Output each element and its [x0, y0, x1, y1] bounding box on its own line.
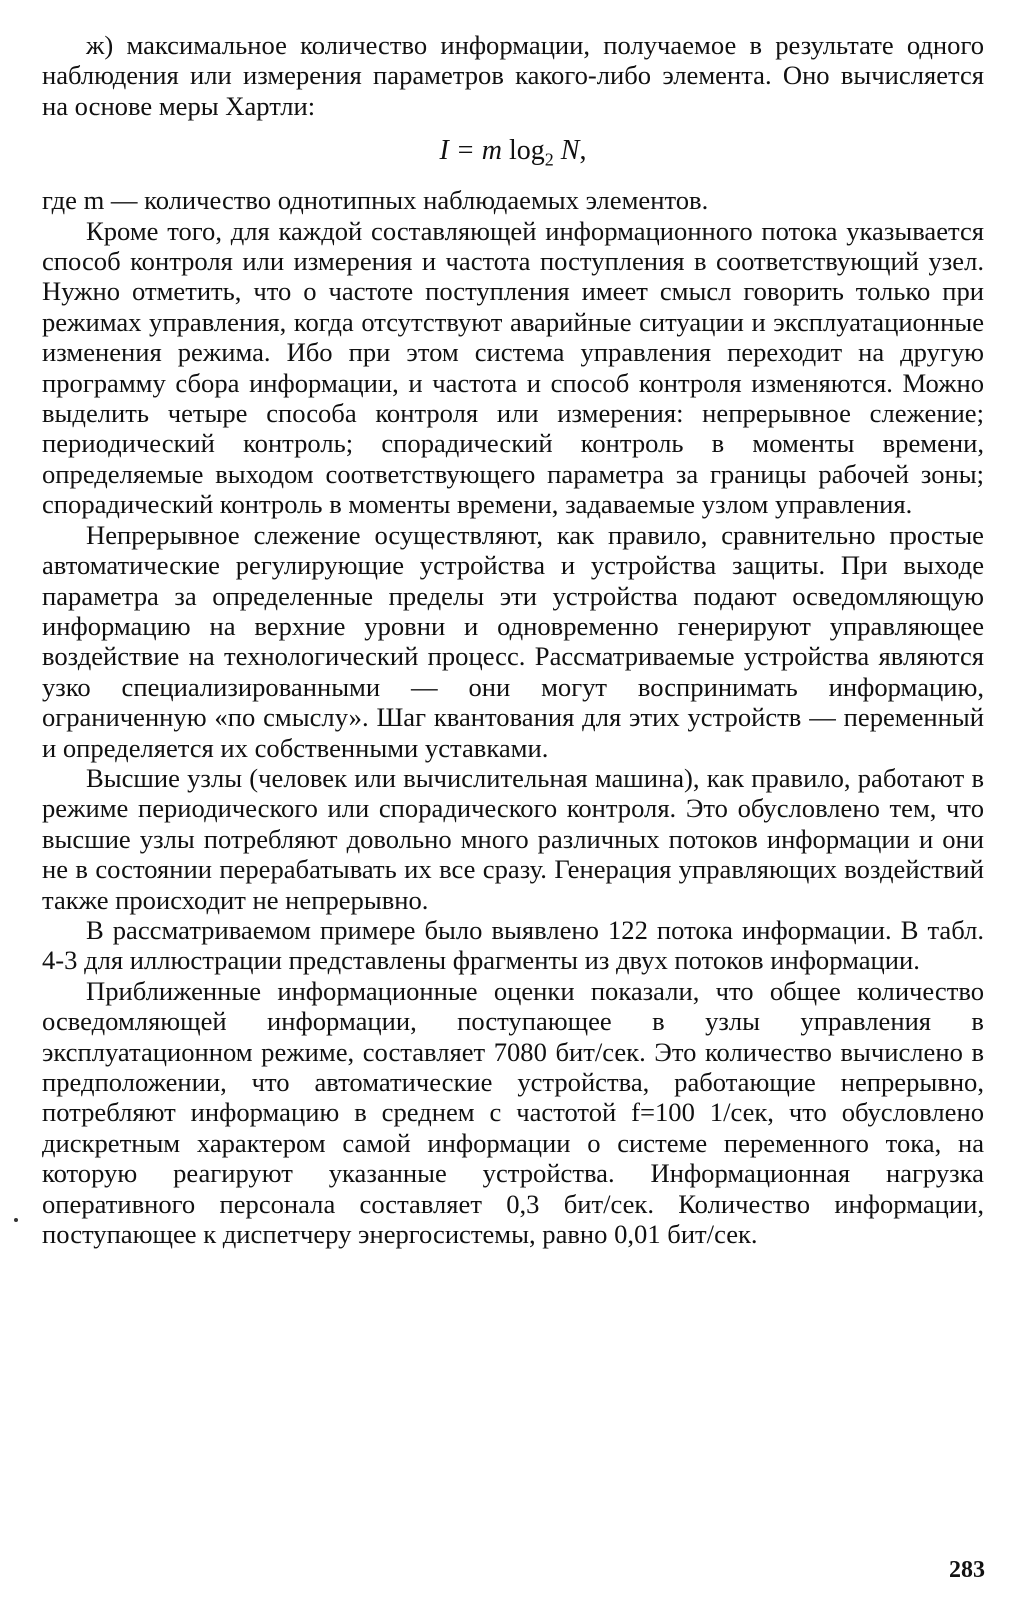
paragraph-item-zh: ж) максимальное количество информации, получаемое в результате одного наблюдения или измерения параметров какого-либо элемента. Оно вычисляется на основе меры Хартли:	[42, 30, 984, 121]
hartley-formula	[42, 129, 984, 173]
scan-speck	[14, 1218, 18, 1222]
formula-lhs: I	[439, 135, 449, 167]
paragraph-control-methods: Кроме того, для каждой составляющей информационного потока указывается способ контроля или измерения и частота поступления в соответствующий узел. Нужно отметить, что о частоте поступления имеет смысл говорить только при режимах управления, когда отсутствуют аварийные ситуации и эксплуатационные изменения режима. Ибо при этом система управления переходит на другую программу сбора информации, и частота и способ контроля изменяются. Можно выделить четыре способа контроля или измерения: непрерывное слежение; периодический контроль; спорадический контроль в моменты времени, определяемые выходом соответствующего параметра за границы рабочей зоны; спорадический контроль в моменты времени, задаваемые узлом управления.	[42, 215, 984, 520]
formula-arg: N	[560, 135, 580, 167]
formula-equals: =	[448, 135, 482, 167]
paragraph-where-m: где m — количество однотипных наблюдаемых элементов.	[42, 185, 709, 216]
page-number: 283	[949, 1557, 985, 1583]
formula-log: log	[509, 135, 545, 167]
paragraph-continuous-tracking: Непрерывное слежение осуществляют, как правило, сравнительно простые автоматические регулирующие устройства и устройства защиты. При выходе параметра за определенные пределы эти устройства подают осведомляющую информацию на верхние уровни и одновременно генерируют управляющее воздействие на технологический процесс. Рассматриваемые устройства являются узко специализированными — они могут воспринимать информацию, ограниченную «по смыслу». Шаг квантования для этих устройств — переменный и определяется их собственными уставками.	[42, 519, 984, 763]
formula-tail: ,	[579, 135, 587, 167]
body-text	[42, 30, 984, 1249]
paragraph-higher-nodes: Высшие узлы (человек или вычислительная машина), как правило, работают в режиме периодического или спорадического контроля. Это обусловлено тем, что высшие узлы потребляют довольно много различных потоков информации и они не в состоянии перерабатывать их все сразу. Генерация управляющих воздействий также происходит не непрерывно.	[42, 762, 984, 915]
paragraph-estimates: Приближенные информационные оценки показали, что общее количество осведомляющей информации, поступающее в узлы управления в эксплуатационном режиме, составляет 7080 бит/сек. Это количество вычислено в предположении, что автоматические устройства, работающие непрерывно, потребляют информацию в среднем с частотой f=100 1/сек, что обусловлено дискретным характером самой информации о системе переменного тока, на которую реагируют указанные устройства. Информационная нагрузка оперативного персонала составляет 0,3 бит/сек. Количество информации, поступающее к диспетчеру энергосистемы, равно 0,01 бит/сек.	[42, 975, 984, 1250]
formula-coef: m	[481, 135, 502, 167]
paragraph-example: В рассматриваемом примере было выявлено 122 потока информации. В табл. 4-3 для иллюстрации представлены фрагменты из двух потоков информации.	[42, 914, 984, 976]
formula-log-base: 2	[544, 149, 554, 170]
